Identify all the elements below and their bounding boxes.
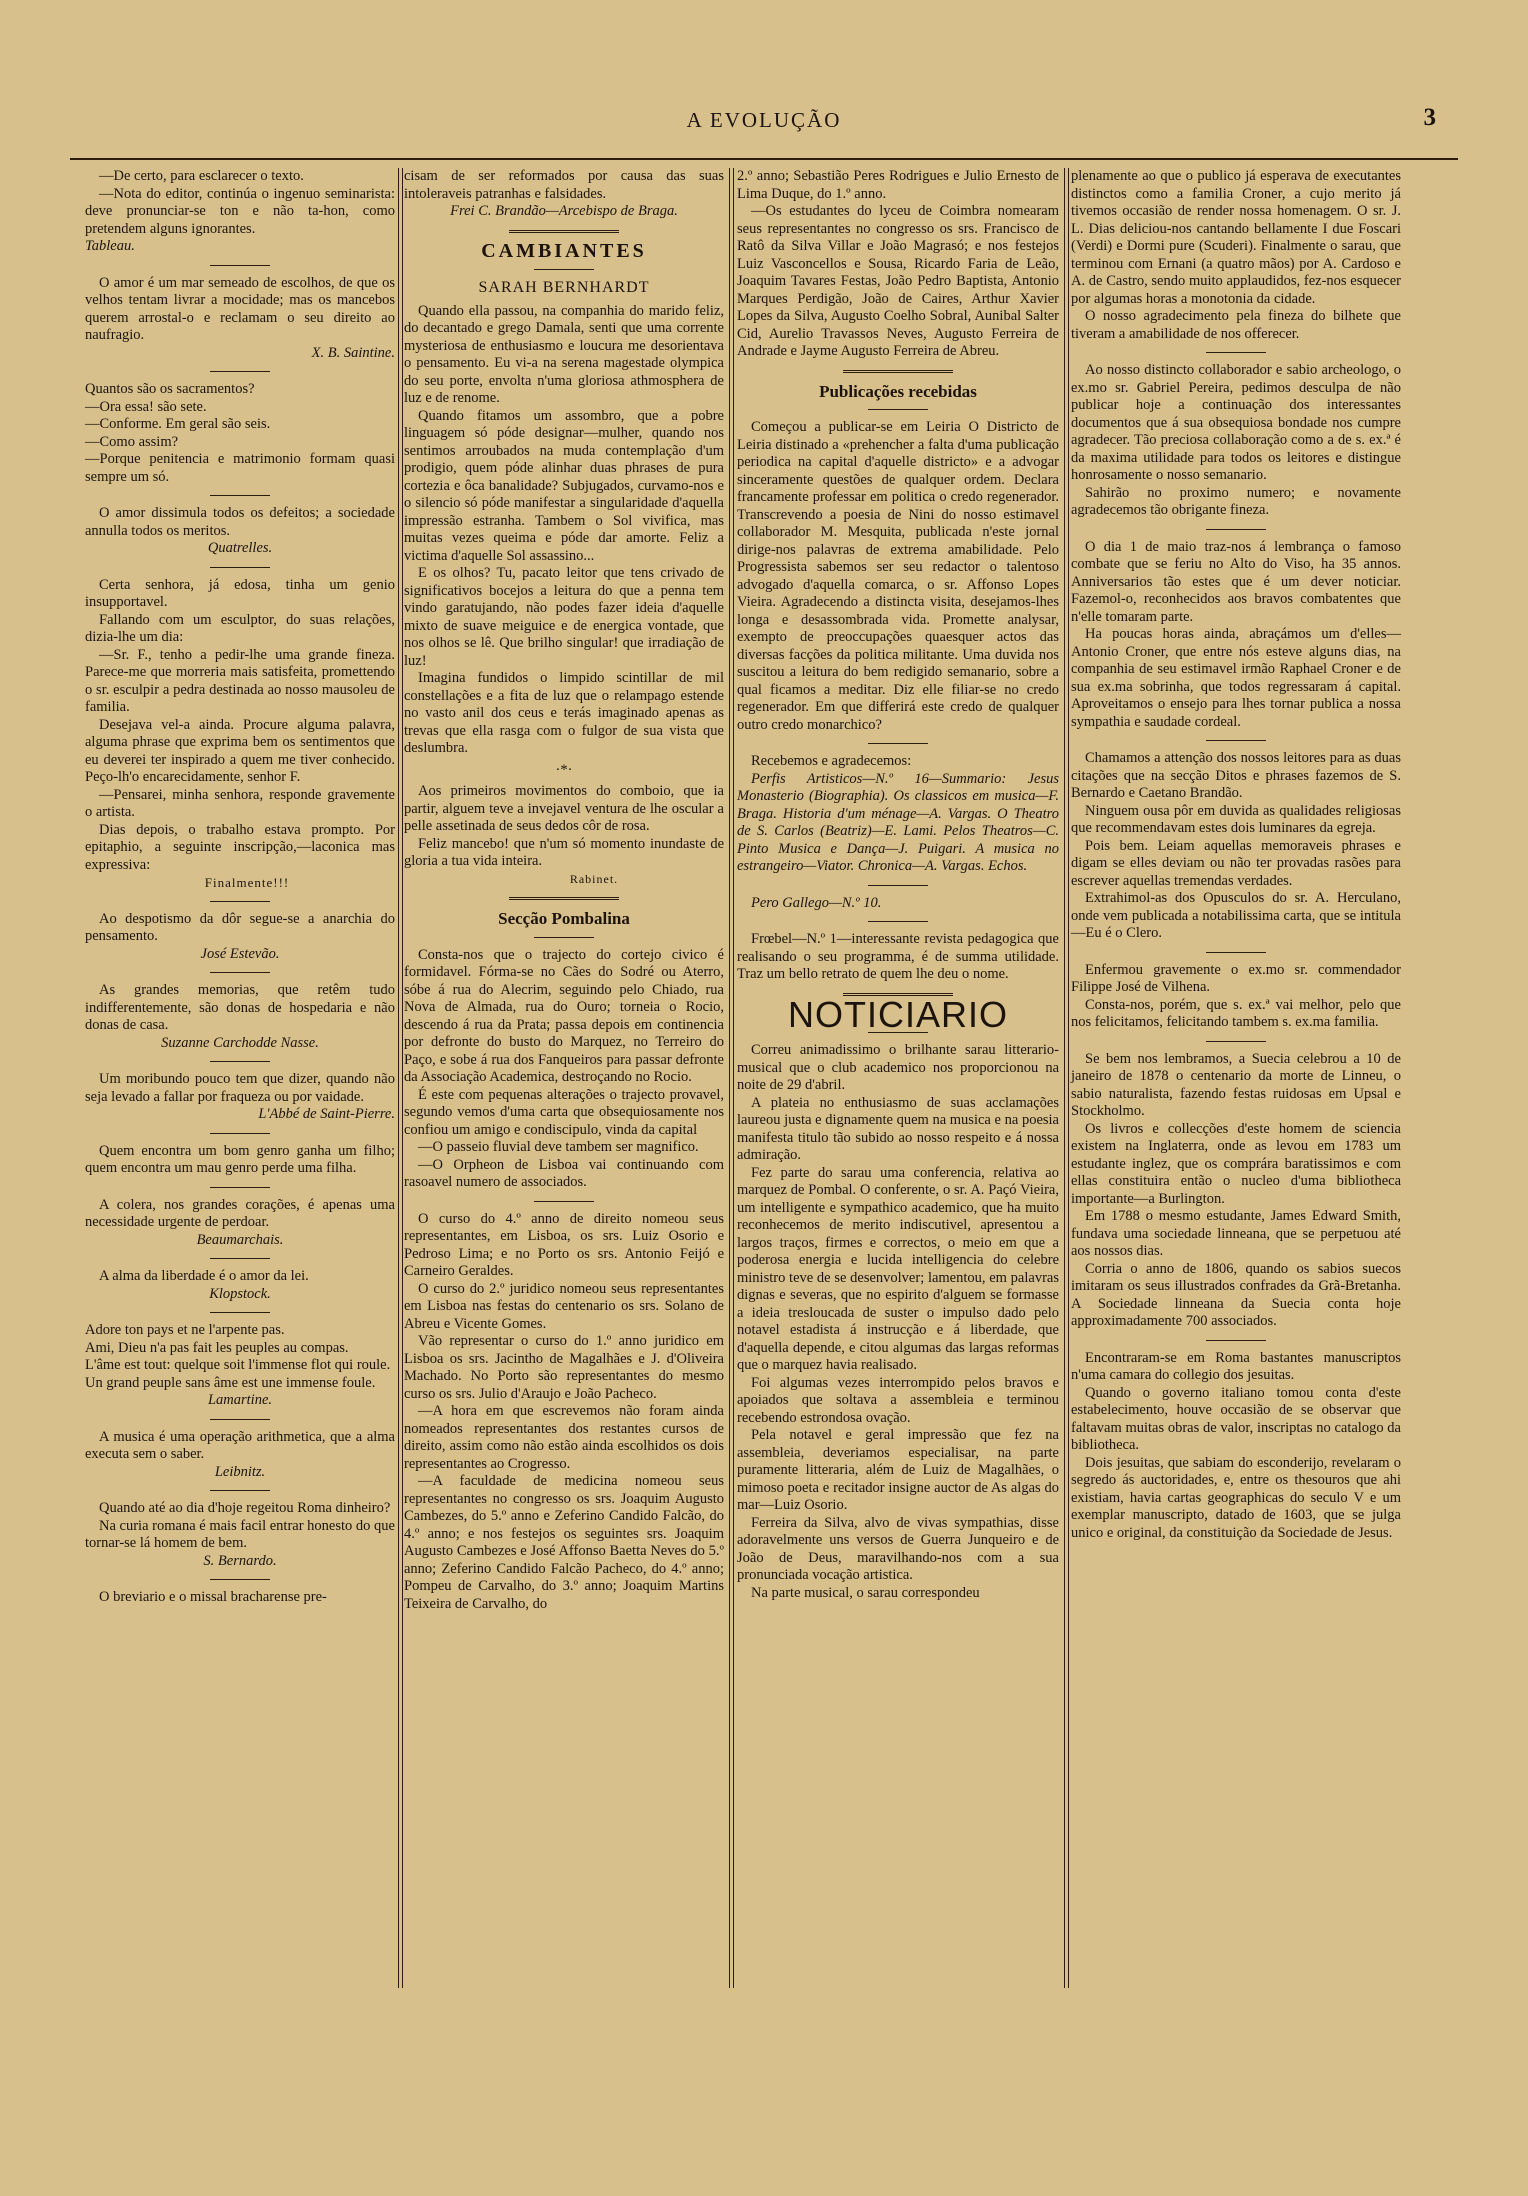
paragraph: Sahirão no proximo numero; e novamente agradecemos tão obrigante fineza. [1071,484,1401,518]
separator [210,1312,270,1313]
section-heading: NOTICIARIO [787,993,1008,1035]
separator [868,409,928,410]
ornament: ·*· [555,761,573,778]
section-heading: Secção Pombalina [498,909,630,928]
separator [210,1187,270,1188]
separator [210,1258,270,1259]
paragraph: Aos primeiros movimentos do comboio, que ia partir, alguem teve a invejavel ventura de lhe oscular a pelle assetinada de seus dedos côr de rosa. [404,783,724,834]
paragraph: Dois jesuitas, que sabiam do esconderijo, revelaram o segredo ás auctoridades, e, entre os thesouros que ahi existiam, havia cartas geographicas do seculo V e um exemplar manuscripto, datado de 1603, que se julga unico e original, da constituição da Sociedade de Jesus. [1071,1454,1401,1541]
paragraph: Os livros e collecções d'este homem de sciencia existem na Inglaterra, onde as levou em 1783 um estudante inglez, que os comprára baratissimos e com ellas constituira então o nucleo d'uma bibliotheca importante—a Burlington. [1071,1120,1401,1207]
epitaph: Finalmente!!! [204,875,290,890]
paragraph: Frœbel—N.º 1—interessante revista pedagogica que realisando o seu programma, é de summa utilidade. Traz um bello retrato de quem lhe deu o nome. [737,931,1059,982]
paragraph: —O passeio fluvial deve tambem ser magnifico. [418,1139,699,1155]
separator [1206,952,1266,953]
separator [210,265,270,266]
quote: O breviario e o missal bracharense pre- [99,1589,327,1605]
paragraph: Extrahimol-as dos Opusculos do sr. A. Herculano, onde vem publicada a notabilissima carta, que se intitula—Eu é o Clero. [1071,890,1401,941]
separator [509,897,619,900]
paragraph: —O Orpheon de Lisboa vai continuando com rasoavel numero de associados. [404,1156,724,1190]
separator [210,495,270,496]
paragraph: Foi algumas vezes interrompido pelos bravos e apoiados que soltava a assembleia e terminou recebendo estrondosa ovação. [737,1374,1059,1426]
paragraph: Imagina fundidos o limpido scintillar de mil constellações e a fita de luz que o relampago estende no vasto anil dos ceus e terás imaginado apenas as trevas que ella rasga com o fulgor de sua vista que deslumbra. [404,670,724,756]
attribution: Lamartine. [207,1392,273,1408]
paragraph: Ao nosso distincto collaborador e sabio archeologo, o ex.mo sr. Gabriel Pereira, pedimos desculpa de não publicar hoje a continuação dos interessantes documentos que á sua obsequiosa bondade nos cumpre agradecer. Tão preciosa collaboração como a de s. ex.ª é da maxima utilidade para todos os leitores e distingue honrosamente o nosso semanario. [1071,362,1401,483]
separator [1206,352,1266,353]
paragraph: —A faculdade de medicina nomeou seus representantes no congresso os srs. Joaquim Augusto Cambezes, do 5.º anno e Zeferino Candido Falcão, do 4.º anno; e nos festejos os seguintes srs. Joaquim Augusto Cambezes e José Affonso Baetta Neves do 5.º anno; Zeferino Candido Falcão Pacheco, do 4.º anno; Pompeu de Carvalho, do 3.º anno; Joaquim Martins Teixeira de Carvalho, do [404,1473,724,1612]
paragraph: Ferreira da Silva, alvo de vivas sympathias, disse adoravelmente uns versos de Guerra Junqueiro e de João de Deus, maravilhando-nos com a sua pronunciada vocação artistica. [737,1514,1059,1583]
separator [210,972,270,973]
column-3 [737,168,1059,1602]
separator [534,937,594,938]
paragraph: Vão representar o curso do 1.º anno juridico em Lisboa os srs. Jacintho de Magalhães e J. d'Oliveira Machado. No Porto são representantes do mesmo curso os srs. Julio d'Araujo e João Pacheco. [404,1333,724,1402]
paragraph: O nosso agradecimento pela fineza do bilhete que tiveram a amabilidade de nos offerecer. [1071,308,1401,342]
separator [1206,1340,1266,1341]
paragraph: Consta-nos, porém, que s. ex.ª vai melhor, pelo que nos felicitamos, felicitando tambem s. ex.ma familia. [1071,996,1401,1030]
paragraph: A plateia no enthusiasmo de suas acclamações laureou justa e dignamente quem na musica e na poesia manifesta titulo tão subido ao nosso respeito e á nossa admiração. [737,1094,1059,1163]
paragraph: É este com pequenas alterações o trajecto provavel, segundo vemos d'uma carta que obsequiosamente nos confiou um amigo e condiscipulo, vinda da capital [404,1086,724,1138]
separator [534,1201,594,1202]
article-title: SARAH BERNHARDT [478,279,650,296]
section-heading: CAMBIANTES [481,239,647,262]
attribution: Quatrelles. [207,540,273,556]
quote: As grandes memorias, que retêm tudo indifferentemente, são donas de hospedaria e não donas de casa. [85,982,395,1033]
separator [868,921,928,922]
anecdote: —Sr. F., tenho a pedir-lhe uma grande fineza. Parece-me que morreria mais satisfeita, promettendo o sr. esculpir a pedra destinada ao nosso mausoleu de familia. [85,646,395,715]
source-label: Tableau. [85,238,135,254]
paragraph: Fez parte do sarau uma conferencia, relativa ao marquez de Pombal. O conferente, o sr. A. Paçó Vieira, um intelligente e sympathico academico, que ha muito reconhecemos de merito indiscutivel, apresentou a largos traços, firmes e correctos, o meio em que a poderosa energia e lucida intelligencia do celebre ministro teve de se desenvolver; lamentou, em palavras dignas e severas, que no espirito d'alguem se formasse a ideia tresloucada de suster o impulso dado pelo notavel estadista á instrucção e á liberdade, que d'aquella depende, e citou algumas das largas reformas que o marquez havia realisado. [737,1164,1059,1373]
quote: O amor dissimula todos os defeitos; a sociedade annulla todos os meritos. [85,505,395,539]
paragraph: Chamamos a attenção dos nossos leitores para as duas citações que na secção Ditos e phrases fazemos de S. Bernardo e Caetano Brandão. [1071,750,1401,801]
column-divider [402,168,403,1988]
attribution: Beaumarchais. [196,1231,284,1248]
section-heading: Publicações recebidas [819,381,977,401]
column-1 [85,168,395,1607]
paragraph: Pois bem. Leiam aquellas memoraveis phrases e digam se elles deviam ou não ter provadas rasões para escrever aquellas tremendas verdades. [1071,837,1401,889]
column-divider [1064,168,1065,1988]
separator [534,269,594,270]
paragraph: plenamente ao que o publico já esperava de executantes distinctos como a familia Croner, a cujo merito já tivemos occasião de render nossa homenagem. O sr. J. L. Dias deliciou-nos cantando bellamente I due Foscari (Verdi) e Dormi pure (Scuderi). Finalmente o sarau, que terminou com Ernani (a quatro mãos) por A. Cardoso e A. de Castro, sendo muito applaudidos, fez-nos esquecer por algumas horas a monotonia da cidade. [1071,168,1401,307]
paragraph: E os olhos? Tu, pacato leitor que tens crivado de significativos bocejos a leitura do que a penna tem vindo garatujando, não podes fazer ideia d'aquelle mixto de suave meiguice e de energica vontade, que nos olhos se lê. Que brilho singular! que irradiação de luz! [404,565,724,669]
column-4 [1071,168,1401,1542]
separator [210,1133,270,1134]
quote: Ao despotismo da dôr segue-se a anarchia do pensamento. [85,910,395,944]
paragraph: Pero Gallego—N.º 10. [751,894,882,911]
column-divider [733,168,734,1988]
paragraph: Corria o anno de 1806, quando os sabios suecos imitaram os seus illustrados confrades da Grã-Bretanha. A Sociedade linneana da Suecia conta hoje approximadamente 700 associados. [1071,1260,1401,1329]
attribution: José Estevão. [200,945,280,962]
paragraph: Recebemos e agradecemos: [751,753,912,769]
paragraph: O curso do 4.º anno de direito nomeou seus representantes, em Lisboa, os srs. Luiz Osorio e Pedroso Lima; e no Porto os srs. Antonio Feijó e Carneiro Geraldes. [404,1210,724,1279]
paragraph: Perfis Artisticos—N.º 16—Summario: Jesus Monasterio (Biographia). Os classicos em musica—F. Braga. Historia d'um ménage—A. Vargas. O Theatro de S. Carlos (Beatriz)—E. Lami. Pelos Theatros—C. Pinto Musica e Dança—J. Puigari. A musica no estrangeiro—Viator. Chronica—A. Vargas. Echos. [737,770,1059,874]
anecdote: Fallando com um esculptor, do suas relações, dizia-lhe um dia: [85,611,395,645]
header-rule [70,158,1458,160]
separator [868,885,928,886]
quote: A musica é uma operação arithmetica, que a alma executa sem o saber. [85,1428,395,1462]
anecdote: Certa senhora, já edosa, tinha um genio insupportavel. [85,576,395,610]
quote: Na curia romana é mais facil entrar honesto do que tornar-se lá homem de bem. [85,1517,395,1551]
quote: A colera, nos grandes corações, é apenas uma necessidade urgente de perdoar. [85,1196,395,1230]
paragraph: Se bem nos lembramos, a Suecia celebrou a 10 de janeiro de 1878 o centenario da morte de Linneu, o sabio naturalista, fazendo festas ruidosas em Upsal e Stockholmo. [1071,1050,1401,1119]
attribution: Klopstock. [209,1285,271,1302]
paragraph: Ha poucas horas ainda, abraçámos um d'elles—Antonio Croner, que entre nós esteve alguns dias, na companhia de seu estimavel irmão Raphael Croner e de sua ex.ma sobrinha, que todos regressaram á capital. Aproveitamos o ensejo para lhes tornar publica a nossa sympathia e saudade cordeal. [1071,626,1401,730]
attribution: Frei C. Brandão—Arcebispo de Braga. [450,203,678,219]
quote: A alma da liberdade é o amor da lei. [99,1268,309,1284]
paragraph: Encontraram-se em Roma bastantes manuscriptos n'uma camara do collegio dos jesuitas. [1071,1349,1401,1383]
column-2 [404,168,724,1613]
anecdote: Dias depois, o trabalho estava prompto. Por epitaphio, a seguinte inscripção,—laconica mas expressiva: [85,821,395,873]
separator [210,567,270,568]
paragraph: Quando fitamos um assombro, que a pobre linguagem só póde designar—mulher, quando nos sentimos arroubados na muda contemplação d'um prodigio, quem póde alinhar duas phrases de pura cortezia e ôca banalidade? Subjugados, curvamo-nos e o silencio só póde manifestar a singularidade d'aquella impressão estranha. Tambem o Sol vivifica, mas muitas vezes queima e póde dar amorte. Feliz a victima d'aquelle Sol assassino... [404,407,724,564]
paragraph: Pela notavel e geral impressão que fez na assembleia, deveriamos especialisar, na parte puramente litteraria, além de Luiz de Magalhães, o mimoso poeta e recitador insigne auctor de As algas do mar—Luiz Osorio. [737,1427,1059,1513]
quote: Quem encontra um bom genro ganha um filho; quem encontra um mau genro perde uma filha. [85,1142,395,1176]
separator [210,1490,270,1491]
attribution: Leibnitz. [214,1463,266,1480]
separator [210,1061,270,1062]
paragraph: Quando ella passou, na companhia do marido feliz, do decantado e grego Damala, senti que uma corrente mysteriosa de enthusiasmo e loucura me desorientava o pensamento. Eu vi-a na serena magestade olympica do seu porte, envolta n'uma gloriosa athmosphera de luz e de renome. [404,302,724,406]
paragraph: —Nota do editor, continúa o ingenuo seminarista: deve pronunciar-se ton e não ta-hon, como pretendem alguns ignorantes. [85,185,395,237]
separator [843,370,953,373]
separator [868,743,928,744]
paragraph: Quando o governo italiano tomou conta d'este estabelecimento, houve occasião de se observar que faltavam muitas obras de valor, inscriptas no catalogo da bibliotheca. [1071,1384,1401,1453]
attribution: S. Bernardo. [203,1552,277,1569]
attribution: Rabinet. [569,871,619,886]
paragraph: Consta-nos que o trajecto do cortejo civico é formidavel. Fórma-se no Cães do Sodré ou Aterro, sóbe á rua do Alecrim, seguindo pelo Chiado, rua Nova de Almada, rua do Ouro; torneia o Rocio, descendo á rua da Prata; passa depois em continencia por defronte do busto do Marquez, no Terreiro do Paço, e sobe á rua dos Fanqueiros para passar defronte da Associação Academica, destroçando no Rocio. [404,946,724,1085]
paragraph: O curso do 2.º juridico nomeou seus representantes em Lisboa nas festas do centenario os srs. Solano de Abreu e Vicente Gomes. [404,1280,724,1332]
quote: Um moribundo pouco tem que dizer, quando não seja levado a fallar por fraqueza ou por vaidade. [85,1071,395,1105]
page-header [0,100,1528,160]
paragraph: cisam de ser reformados por causa das suas intoleraveis patranhas e falsidades. [404,168,724,202]
newspaper-title: A EVOLUÇÃO [686,108,842,132]
separator [1206,1041,1266,1042]
column-divider [1068,168,1069,1988]
dialogue: Quantos são os sacramentos? —Ora essa! são sete. —Conforme. Em geral são seis. —Como assim? —Porque penitencia e matrimonio formam quasi sempre um só. [85,381,395,485]
anecdote: Desejava vel-a ainda. Procure alguma palavra, alguma phrase que exprima bem os sentimentos que eu deverei ter inspirado a quem me tiver conhecido. Peço-lh'o encarecidamente, senhor F. [85,716,395,785]
paragraph: —Os estudantes do lyceu de Coimbra nomearam seus representantes no congresso os srs. Francisco de Ratô da Silva Villar e João Magrasó; e nos festejos Luiz Vasconcellos e Sousa, Ricardo Faria de Leão, Joaquim Tavares Festas, João Pedro Baptista, Antonio Marques Perdigão, João de Caires, Arthur Xavier Lopes da Silva, Augusto Coelho Sobral, Aunibal Salter Cid, Aurelio Travassos Neves, Augusto Ferreira de Andrade e Jayme Augusto Ferreira de Abreu. [737,203,1059,359]
paragraph: Ninguem ousa pôr em duvida as qualidades religiosas que recommendavam estes dois luminares da egreja. [1071,802,1401,836]
paragraph: —De certo, para esclarecer o texto. [99,168,304,184]
paragraph: Feliz mancebo! que n'um só momento inundaste de gloria a tua vida inteira. [404,835,724,869]
column-divider [398,168,399,1988]
anecdote: —Pensarei, minha senhora, responde gravemente o artista. [85,786,395,820]
separator [210,1419,270,1420]
separator [210,901,270,902]
separator [210,1579,270,1580]
paragraph: Correu animadissimo o brilhante sarau litterario-musical que o club academico nos proporcionou na noite de 29 d'abril. [737,1042,1059,1093]
attribution: Suzanne Carchodde Nasse. [161,1034,319,1051]
paragraph: Enfermou gravemente o ex.mo sr. commendador Filippe José de Vilhena. [1071,961,1401,995]
page-number: 3 [1423,104,1436,131]
separator [1206,529,1266,530]
attribution: L'Abbé de Saint-Pierre. [258,1106,395,1122]
paragraph: Começou a publicar-se em Leiria O Districto de Leiria distinado a «prehencher a falta d'uma publicação periodica na capital d'aquelle districto» e a advogar sinceramente questões de qualquer ordem. Declara francamente professar em politica o credo regenerador. Transcrevendo a poesia de Nini do nosso estimavel collaborador M. Mesquita, publicada n'este jornal dirige-nos palavras de extrema amabilidade. Pelo Progressista sabemos ser seu redactor o talentoso advogado d'aquella comarca, o sr. Affonso Lopes Vieira. Agradecendo a distincta visita, desejamos-lhes longa e desassombrada vida. Promette analysar, exempto de preoccupações quaesquer actos das diversas facções da politica militante. Uma duvida nos suscitou a leitura do bem redigido semanario, sobre a qual ficamos a meditar. Diz elle filiar-se no credo regenerador. Em que differirá este credo de qualquer outro credo monarchico? [737,419,1059,733]
quote: O amor é um mar semeado de escolhos, de que os velhos tentam livrar a mocidade; mas os mancebos querem arrostal-o e reclamam o seu direito ao naufragio. [85,274,395,343]
separator [210,371,270,372]
paragraph: Em 1788 o mesmo estudante, James Edward Smith, fundava uma sociedade linneana, que se perpetuou até aos nossos dias. [1071,1208,1401,1259]
paragraph: 2.º anno; Sebastião Peres Rodrigues e Julio Ernesto de Lima Duque, do 1.º anno. [737,168,1059,202]
separator [509,230,619,233]
quote: Quando até ao dia d'hoje regeitou Roma dinheiro? [99,1500,391,1516]
paragraph: O dia 1 de maio traz-nos á lembrança o famoso combate que se feriu no Alto do Viso, ha 35 annos. Anniversarios tão estes que é um dever noticiar. Fazemol-o, reconhecidos aos bravos combatentes que n'elle tomaram parte. [1071,538,1401,625]
attribution: X. B. Saintine. [311,344,395,361]
paragraph: —A hora em que escrevemos não foram ainda nomeados representantes dos restantes cursos de direito, assim como não estão ainda escolhidos os dois representantes ao Crogresso. [404,1403,724,1472]
paragraph: Na parte musical, o sarau correspondeu [751,1584,980,1601]
column-divider [729,168,730,1988]
separator [1206,740,1266,741]
verse: Adore ton pays et ne l'arpente pas. Ami, Dieu n'a pas fait les peuples au compas. L'âme est tout: quelque soit l'immense flot qui roule. Un grand peuple sans âme est une immense foule. [85,1322,391,1391]
